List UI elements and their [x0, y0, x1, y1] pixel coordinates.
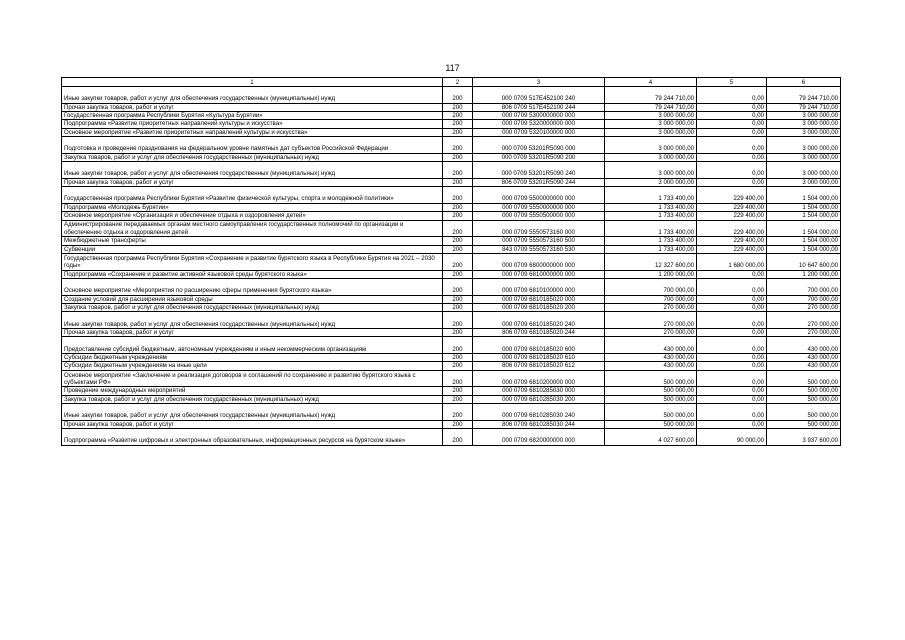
row-total-cell: 1 504 000,00 [767, 203, 841, 211]
column-header: 5 [697, 78, 767, 87]
row-change-cell: 0,00 [697, 128, 767, 136]
row-amount-cell: 79 244 710,00 [605, 87, 697, 104]
row-amount-cell: 500 000,00 [605, 387, 697, 395]
row-column2-cell: 200 [443, 295, 473, 303]
table-row [62, 329, 841, 337]
row-total-cell: 1 504 000,00 [767, 212, 841, 220]
row-total-cell: 500 000,00 [767, 370, 841, 387]
row-name-cell: Подпрограмма «Молодежь Бурятии» [62, 203, 443, 211]
row-name-cell: Иные закупки товаров, работ и услуг для обеспечения государственных (муниципальных) нужд [62, 162, 443, 179]
row-change-cell: 0,00 [697, 87, 767, 104]
row-change-cell: 0,00 [697, 404, 767, 421]
row-amount-cell: 1 733 400,00 [605, 187, 697, 204]
row-change-cell: 0,00 [697, 270, 767, 278]
column-header: 2 [443, 78, 473, 87]
row-amount-cell: 1 733 400,00 [605, 212, 697, 220]
table-row [62, 120, 841, 128]
row-total-cell: 1 504 000,00 [767, 245, 841, 253]
table-header-row [62, 78, 841, 87]
table-row [62, 354, 841, 362]
row-change-cell: 0,00 [697, 362, 767, 370]
row-name-cell: Государственная программа Республики Бурятия «Развитие физической культуры, спорта и молодежной политики» [62, 187, 443, 204]
row-total-cell: 79 244 710,00 [767, 103, 841, 111]
row-name-cell: Иные закупки товаров, работ и услуг для обеспечения государственных (муниципальных) нужд [62, 404, 443, 421]
row-name-cell: Основное мероприятие «Развитие приоритетных направлений культуры и искусства» [62, 128, 443, 136]
row-column2-cell: 200 [443, 178, 473, 186]
row-amount-cell: 1 733 400,00 [605, 203, 697, 211]
table-row [62, 337, 841, 354]
row-amount-cell: 500 000,00 [605, 370, 697, 387]
table-row [62, 212, 841, 220]
table-row [62, 103, 841, 111]
row-column2-cell: 200 [443, 429, 473, 446]
row-amount-cell: 700 000,00 [605, 279, 697, 296]
row-column2-cell: 200 [443, 87, 473, 104]
table-row [62, 279, 841, 296]
table-row [62, 404, 841, 421]
row-column2-cell: 200 [443, 370, 473, 387]
row-total-cell: 1 504 000,00 [767, 237, 841, 245]
budget-table [61, 77, 841, 446]
column-header: 4 [605, 78, 697, 87]
row-name-cell: Основное мероприятие «Мероприятия по расширению сферы применения бурятского языка» [62, 279, 443, 296]
row-name-cell: Государственная программа Республики Бурятия «Сохранение и развитие бурятского языка в Республике Бурятия на 2021 – 2030 годы» [62, 254, 443, 271]
row-change-cell: 229 400,00 [697, 203, 767, 211]
row-name-cell: Закупка товаров, работ и услуг для обеспечения государственных (муниципальных) нужд [62, 395, 443, 403]
row-change-cell: 90 000,00 [697, 429, 767, 446]
row-code-cell: 000 0709 5550500000 000 [473, 212, 605, 220]
row-code-cell: 000 0709 5300000000 000 [473, 112, 605, 120]
row-code-cell: 000 0709 6810185020 600 [473, 337, 605, 354]
row-name-cell: Государственная программа Республики Бурятия «Культура Бурятии» [62, 112, 443, 120]
row-name-cell: Подпрограмма «Сохранение и развитие активной языковой среды бурятского языка» [62, 270, 443, 278]
row-column2-cell: 200 [443, 387, 473, 395]
row-name-cell: Прочая закупка товаров, работ и услуг [62, 103, 443, 111]
row-change-cell: 0,00 [697, 387, 767, 395]
row-column2-cell: 200 [443, 354, 473, 362]
row-change-cell: 0,00 [697, 103, 767, 111]
table-row [62, 304, 841, 312]
row-total-cell: 500 000,00 [767, 395, 841, 403]
row-column2-cell: 200 [443, 337, 473, 354]
row-name-cell: Субсидии бюджетным учреждениям на иные цели [62, 362, 443, 370]
row-amount-cell: 1 733 400,00 [605, 245, 697, 253]
row-code-cell: 000 0709 6810185020 000 [473, 295, 605, 303]
row-total-cell: 1 504 000,00 [767, 187, 841, 204]
row-column2-cell: 200 [443, 395, 473, 403]
row-name-cell: Подпрограмма «Развитие цифровых и электронных образовательных, информационных ресурсов на бурятском языке» [62, 429, 443, 446]
table-row [62, 162, 841, 179]
row-column2-cell: 200 [443, 162, 473, 179]
row-column2-cell: 200 [443, 128, 473, 136]
row-column2-cell: 200 [443, 362, 473, 370]
row-change-cell: 0,00 [697, 370, 767, 387]
column-header: 3 [473, 78, 605, 87]
row-amount-cell: 270 000,00 [605, 312, 697, 329]
row-column2-cell: 200 [443, 304, 473, 312]
row-amount-cell: 270 000,00 [605, 304, 697, 312]
row-change-cell: 0,00 [697, 162, 767, 179]
row-code-cell: 000 0709 6810285030 240 [473, 404, 605, 421]
row-code-cell: 000 0709 5550573160 500 [473, 237, 605, 245]
table-row [62, 370, 841, 387]
row-column2-cell: 200 [443, 137, 473, 154]
row-code-cell: 000 0709 53201R5090 200 [473, 153, 605, 161]
table-row [62, 245, 841, 253]
row-name-cell: Создание условий для расширения языковой среды [62, 295, 443, 303]
row-change-cell: 0,00 [697, 137, 767, 154]
row-amount-cell: 4 027 600,00 [605, 429, 697, 446]
row-code-cell: 806 0709 517Е452100 244 [473, 103, 605, 111]
row-amount-cell: 500 000,00 [605, 404, 697, 421]
table-row [62, 220, 841, 237]
row-change-cell: 0,00 [697, 337, 767, 354]
row-total-cell: 3 000 000,00 [767, 162, 841, 179]
row-name-cell: Прочая закупка товаров, работ и услуг [62, 329, 443, 337]
row-code-cell: 000 0709 5320100000 000 [473, 128, 605, 136]
table-row [62, 312, 841, 329]
row-amount-cell: 3 000 000,00 [605, 112, 697, 120]
row-column2-cell: 200 [443, 237, 473, 245]
row-amount-cell: 79 244 710,00 [605, 103, 697, 111]
table-row [62, 387, 841, 395]
row-column2-cell: 200 [443, 203, 473, 211]
row-total-cell: 1 200 000,00 [767, 270, 841, 278]
row-code-cell: 000 0709 5500000000 000 [473, 187, 605, 204]
table-row [62, 270, 841, 278]
row-change-cell: 229 400,00 [697, 245, 767, 253]
row-amount-cell: 1 733 400,00 [605, 237, 697, 245]
row-amount-cell: 3 000 000,00 [605, 137, 697, 154]
row-code-cell: 000 0709 6810185020 200 [473, 304, 605, 312]
row-total-cell: 430 000,00 [767, 337, 841, 354]
row-change-cell: 0,00 [697, 329, 767, 337]
row-total-cell: 1 504 000,00 [767, 220, 841, 237]
row-code-cell: 000 0709 6810285030 200 [473, 395, 605, 403]
row-total-cell: 3 000 000,00 [767, 137, 841, 154]
row-amount-cell: 1 733 400,00 [605, 220, 697, 237]
row-total-cell: 3 000 000,00 [767, 120, 841, 128]
row-amount-cell: 3 000 000,00 [605, 128, 697, 136]
row-amount-cell: 700 000,00 [605, 295, 697, 303]
row-total-cell: 500 000,00 [767, 404, 841, 421]
table-row [62, 153, 841, 161]
row-change-cell: 1 680 000,00 [697, 254, 767, 271]
table-row [62, 187, 841, 204]
row-name-cell: Подготовка и проведение празднования на федеральном уровне памятных дат субъектов Российской Федерации [62, 137, 443, 154]
row-column2-cell: 200 [443, 279, 473, 296]
row-name-cell: Субсидии бюджетным учреждениям [62, 354, 443, 362]
row-amount-cell: 3 000 000,00 [605, 153, 697, 161]
row-name-cell: Проведение международных мероприятий [62, 387, 443, 395]
row-total-cell: 3 937 600,00 [767, 429, 841, 446]
row-column2-cell: 200 [443, 220, 473, 237]
row-code-cell: 806 0709 6810185020 612 [473, 362, 605, 370]
column-header: 1 [62, 78, 443, 87]
row-column2-cell: 200 [443, 112, 473, 120]
row-code-cell: 000 0709 6810200000 000 [473, 370, 605, 387]
table-row [62, 137, 841, 154]
row-amount-cell: 430 000,00 [605, 362, 697, 370]
row-column2-cell: 200 [443, 329, 473, 337]
row-total-cell: 3 000 000,00 [767, 128, 841, 136]
row-amount-cell: 3 000 000,00 [605, 178, 697, 186]
row-amount-cell: 3 000 000,00 [605, 162, 697, 179]
row-column2-cell: 200 [443, 404, 473, 421]
row-total-cell: 700 000,00 [767, 279, 841, 296]
row-change-cell: 0,00 [697, 279, 767, 296]
row-change-cell: 0,00 [697, 312, 767, 329]
row-code-cell: 000 0709 517Е452100 240 [473, 87, 605, 104]
row-name-cell: Закупка товаров, работ и услуг для обеспечения государственных (муниципальных) нужд [62, 304, 443, 312]
row-change-cell: 0,00 [697, 420, 767, 428]
table-row [62, 295, 841, 303]
row-change-cell: 229 400,00 [697, 187, 767, 204]
row-code-cell: 000 0709 6810285030 000 [473, 387, 605, 395]
row-column2-cell: 200 [443, 153, 473, 161]
row-code-cell: 806 0709 6810285030 244 [473, 420, 605, 428]
row-name-cell: Межбюджетные трансферты [62, 237, 443, 245]
row-name-cell: Основное мероприятие «Заключение и реализация договоров и соглашений по сохранению и развитию бурятского языка с субъектами РФ» [62, 370, 443, 387]
row-code-cell: 000 0709 53201R5090 240 [473, 162, 605, 179]
row-total-cell: 3 000 000,00 [767, 153, 841, 161]
row-code-cell: 000 0709 5550000000 000 [473, 203, 605, 211]
row-change-cell: 0,00 [697, 112, 767, 120]
row-column2-cell: 200 [443, 420, 473, 428]
row-name-cell: Подпрограмма «Развитие приоритетных направлений культуры и искусства» [62, 120, 443, 128]
row-name-cell: Основное мероприятие «Организация и обеспечение отдыха и оздоровления детей» [62, 212, 443, 220]
row-amount-cell: 430 000,00 [605, 337, 697, 354]
table-row [62, 420, 841, 428]
row-name-cell: Закупка товаров, работ и услуг для обеспечения государственных (муниципальных) нужд [62, 153, 443, 161]
table-row [62, 429, 841, 446]
row-change-cell: 229 400,00 [697, 237, 767, 245]
row-code-cell: 000 0709 6800000000 000 [473, 254, 605, 271]
row-change-cell: 229 400,00 [697, 212, 767, 220]
page-number: 117 [445, 63, 460, 73]
row-column2-cell: 200 [443, 103, 473, 111]
row-change-cell: 0,00 [697, 120, 767, 128]
row-change-cell: 0,00 [697, 153, 767, 161]
row-total-cell: 3 000 000,00 [767, 178, 841, 186]
row-change-cell: 0,00 [697, 354, 767, 362]
table-row [62, 112, 841, 120]
table-row [62, 128, 841, 136]
column-header: 6 [767, 78, 841, 87]
row-total-cell: 79 244 710,00 [767, 87, 841, 104]
row-total-cell: 430 000,00 [767, 354, 841, 362]
row-code-cell: 843 0709 5550573160 530 [473, 245, 605, 253]
table-row [62, 254, 841, 271]
row-code-cell: 000 0709 6810185020 240 [473, 312, 605, 329]
row-total-cell: 270 000,00 [767, 312, 841, 329]
table-body [62, 87, 841, 446]
row-column2-cell: 200 [443, 187, 473, 204]
row-change-cell: 0,00 [697, 304, 767, 312]
row-column2-cell: 200 [443, 254, 473, 271]
row-amount-cell: 1 200 000,00 [605, 270, 697, 278]
row-change-cell: 229 400,00 [697, 220, 767, 237]
table-row [62, 395, 841, 403]
row-code-cell: 000 0709 5550573160 000 [473, 220, 605, 237]
row-code-cell: 806 0709 6810185020 244 [473, 329, 605, 337]
row-amount-cell: 12 327 600,00 [605, 254, 697, 271]
row-total-cell: 270 000,00 [767, 304, 841, 312]
row-code-cell: 000 0709 6810000000 000 [473, 270, 605, 278]
row-column2-cell: 200 [443, 312, 473, 329]
row-amount-cell: 430 000,00 [605, 354, 697, 362]
row-amount-cell: 3 000 000,00 [605, 120, 697, 128]
row-total-cell: 500 000,00 [767, 420, 841, 428]
table-row [62, 87, 841, 104]
row-total-cell: 10 647 600,00 [767, 254, 841, 271]
row-name-cell: Субвенции [62, 245, 443, 253]
row-total-cell: 700 000,00 [767, 295, 841, 303]
row-amount-cell: 500 000,00 [605, 420, 697, 428]
table-row [62, 237, 841, 245]
row-code-cell: 000 0709 6810100000 000 [473, 279, 605, 296]
row-name-cell: Прочая закупка товаров, работ и услуг [62, 420, 443, 428]
row-amount-cell: 500 000,00 [605, 395, 697, 403]
row-name-cell: Иные закупки товаров, работ и услуг для обеспечения государственных (муниципальных) нужд [62, 87, 443, 104]
row-total-cell: 270 000,00 [767, 329, 841, 337]
row-code-cell: 000 0709 6820000000 000 [473, 429, 605, 446]
table-row [62, 178, 841, 186]
row-amount-cell: 270 000,00 [605, 329, 697, 337]
row-code-cell: 000 0709 6810185020 610 [473, 354, 605, 362]
row-total-cell: 430 000,00 [767, 362, 841, 370]
row-column2-cell: 200 [443, 212, 473, 220]
row-name-cell: Предоставление субсидий бюджетным, автономным учреждениям и иным некоммерческим организациям [62, 337, 443, 354]
table-row [62, 203, 841, 211]
row-name-cell: Администрирование передаваемых органам местного самоуправления государственных полномочий по организации и обеспечению отдыха и оздоровления детей [62, 220, 443, 237]
table-row [62, 362, 841, 370]
row-name-cell: Иные закупки товаров, работ и услуг для обеспечения государственных (муниципальных) нужд [62, 312, 443, 329]
row-code-cell: 000 0709 53201R5090 000 [473, 137, 605, 154]
row-name-cell: Прочая закупка товаров, работ и услуг [62, 178, 443, 186]
row-column2-cell: 200 [443, 245, 473, 253]
row-total-cell: 500 000,00 [767, 387, 841, 395]
row-change-cell: 0,00 [697, 395, 767, 403]
row-change-cell: 0,00 [697, 178, 767, 186]
row-total-cell: 3 000 000,00 [767, 112, 841, 120]
row-column2-cell: 200 [443, 120, 473, 128]
row-column2-cell: 200 [443, 270, 473, 278]
row-code-cell: 806 0709 53201R5090 244 [473, 178, 605, 186]
row-code-cell: 000 0709 5320000000 000 [473, 120, 605, 128]
row-change-cell: 0,00 [697, 295, 767, 303]
